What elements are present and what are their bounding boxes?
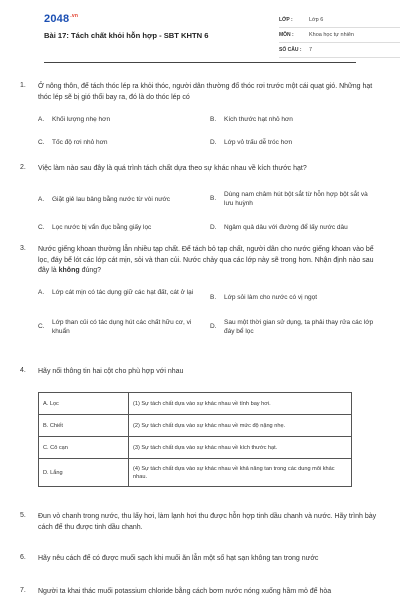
question-text: Hãy nêu cách để có được muối sạch khi muối ăn lẫn một số hạt sạn không tan trong nước: [38, 555, 319, 562]
option-c[interactable]: [38, 318, 202, 337]
option-text: Kích thước hạt nhỏ hơn: [224, 116, 293, 123]
question-emphasis: không: [58, 267, 80, 274]
table-row: [39, 437, 352, 459]
option-d[interactable]: [210, 318, 374, 337]
table-row: [39, 415, 352, 437]
meta-value: Lớp 6: [309, 17, 324, 23]
question-2: [20, 164, 380, 231]
table-cell-description: (1) Sự tách chất dựa vào sự khác nhau về tính bay hơi.: [129, 393, 352, 415]
question-number: 6.: [20, 554, 26, 561]
option-c[interactable]: [38, 223, 202, 233]
option-c[interactable]: [38, 138, 202, 148]
meta-value: 7: [309, 47, 313, 53]
table-cell-description: (3) Sự tách chất dựa vào sự khác nhau về kích thước hạt.: [129, 437, 352, 459]
option-text: Dùng nam châm hút bột sắt từ hỗn hợp bột sắt và lưu huỳnh: [224, 190, 368, 207]
option-text: Lớp cát mịn có tác dụng giữ các hạt đất, cát ở lại: [52, 288, 194, 296]
option-letter: B.: [210, 293, 217, 301]
option-letter: C.: [38, 323, 45, 331]
option-text: Lớp vỏ trấu dễ tróc hơn: [224, 139, 293, 146]
question-1: [20, 82, 380, 146]
meta-row-grade: [279, 13, 400, 28]
option-letter: B.: [210, 195, 217, 203]
meta-row-count: [279, 43, 400, 58]
option-text: Lớp sỏi làm cho nước có vị ngọt: [224, 293, 318, 301]
option-b[interactable]: [210, 115, 374, 125]
table-cell-method: A. Lọc: [39, 393, 129, 415]
table-row: [39, 393, 352, 415]
matching-table: [38, 392, 352, 487]
option-text: Sau một thời gian sử dụng, ta phải thay rửa các lớp đáy bể lọc: [224, 318, 374, 335]
table-cell-method: B. Chiết: [39, 415, 129, 437]
question-number: 4.: [20, 367, 26, 374]
option-text: Tốc độ rơi nhỏ hơn: [52, 139, 108, 146]
question-text: Người ta khai thác muối potassium chloride bằng cách bơm nước nóng xuống hầm mỏ để hòa: [38, 588, 332, 595]
meta-value: Khoa học tự nhiên: [309, 32, 354, 38]
option-a[interactable]: [38, 115, 202, 125]
option-text: Ngâm quả dâu với đường để lấy nước dâu: [224, 223, 348, 231]
question-text: Đun vỏ chanh trong nước, thu lấy hơi, làm lạnh hơi thu được hỗn hợp tinh dầu chanh và nước. Hãy trình bày cách để thu được tinh dầu chanh.: [38, 513, 377, 531]
option-letter: B.: [210, 116, 217, 123]
question-text: Hãy nối thông tin hai cột cho phù hợp với nhau: [38, 368, 184, 375]
option-text: Khối lượng nhẹ hơn: [52, 116, 111, 123]
page-title: Bài 17: Tách chất khỏi hỗn hợp - SBT KHTN 6: [44, 31, 209, 40]
option-text: Giặt giẻ lau bảng bằng nước từ vòi nước: [52, 195, 171, 203]
option-letter: D.: [210, 139, 217, 146]
meta-panel: [279, 13, 400, 58]
question-text-part: Nước giếng khoan thường lẫn nhiều tạp chất. Để tách bỏ tạp chất, người dân cho nước giếng khoan vào bể lọc, đáy bể lót các lớp cát mịn, sỏi và than củi. Nước chảy qua các lớp này sẽ trong hơn. Nhận định nào sau đây là: [38, 246, 374, 274]
option-d[interactable]: [210, 223, 374, 233]
meta-key: LỚP :: [279, 17, 293, 23]
option-letter: A.: [38, 116, 45, 123]
option-letter: A.: [38, 195, 45, 203]
option-a[interactable]: [38, 195, 202, 205]
option-b[interactable]: [210, 293, 374, 303]
question-number: 7.: [20, 587, 26, 594]
question-text: Việc làm nào sau đây là quá trình tách chất dựa theo sự khác nhau về kích thước hạt?: [38, 165, 307, 172]
option-letter: C.: [38, 139, 45, 146]
question-text: [38, 245, 380, 277]
table-row: [39, 459, 352, 487]
question-number: 5.: [20, 512, 26, 519]
question-number: 3.: [20, 245, 26, 252]
option-b[interactable]: [210, 190, 374, 209]
header-divider: [44, 62, 356, 63]
table-cell-method: C. Cô cạn: [39, 437, 129, 459]
question-text-part: đúng?: [79, 267, 102, 274]
question-3: [20, 245, 380, 335]
question-text: Ở nông thôn, để tách thóc lép ra khỏi thóc, người dân thường đổ thóc rơi trước một cái quạt gió. Những hạt thóc lép sẽ bị gió thổi bay ra, đó là do thóc lép có: [38, 83, 373, 101]
meta-key: MÔN :: [279, 32, 294, 38]
option-text: Lọc nước bị vẩn đục bằng giấy lọc: [52, 223, 152, 231]
meta-row-subject: [279, 28, 400, 43]
question-7: [20, 587, 380, 598]
table-cell-description: (4) Sự tách chất dựa vào sự khác nhau về khả năng tan trong các dung môi khác nhau.: [129, 459, 352, 487]
option-text: Lớp than củi có tác dụng hút các chất hữu cơ, vi khuẩn: [52, 318, 192, 335]
question-number: 2.: [20, 164, 26, 171]
option-letter: A.: [38, 288, 45, 296]
site-logo[interactable]: [44, 13, 78, 25]
option-d[interactable]: [210, 138, 374, 148]
logo-text: 2048: [44, 13, 70, 25]
table-cell-method: D. Lắng: [39, 459, 129, 487]
meta-key: SỐ CÂU :: [279, 47, 302, 53]
table-cell-description: (2) Sự tách chất dựa vào sự khác nhau về mức độ nặng nhẹ.: [129, 415, 352, 437]
page-header: [24, 0, 376, 62]
question-4: [20, 367, 380, 378]
option-a[interactable]: [38, 288, 202, 298]
question-number: 1.: [20, 82, 26, 89]
question-6: [20, 554, 380, 565]
option-letter: C.: [38, 223, 45, 231]
question-5: [20, 512, 380, 533]
option-letter: D.: [210, 323, 217, 331]
option-letter: D.: [210, 223, 217, 231]
logo-suffix: .vn: [70, 13, 79, 19]
